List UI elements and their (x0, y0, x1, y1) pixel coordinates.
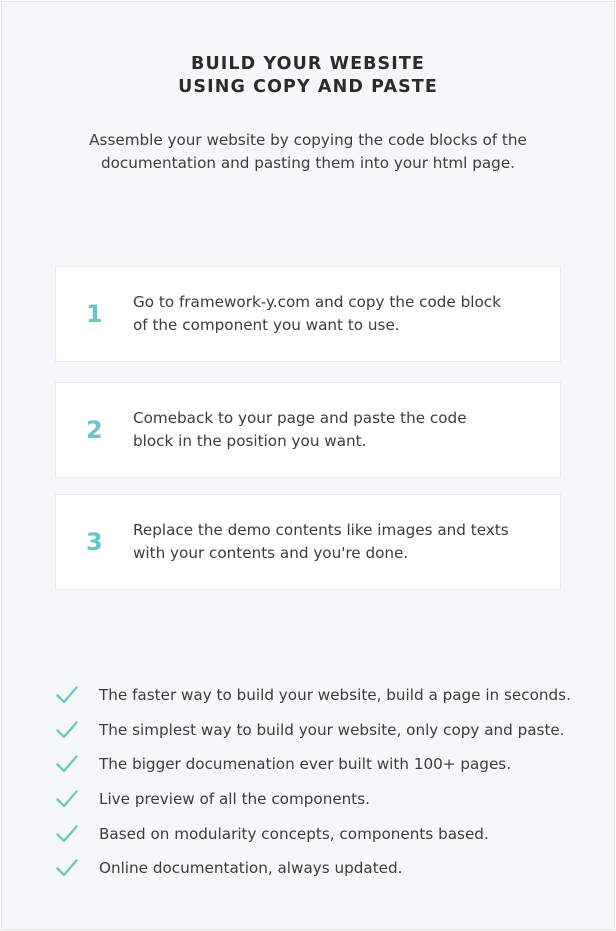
check-icon (56, 859, 78, 877)
step-number: 3 (86, 528, 103, 556)
benefit-item (55, 788, 595, 814)
benefit-text: Online documentation, always updated. (99, 859, 403, 877)
intro-text-line-1: Assemble your website by copying the code blocks of the (89, 131, 527, 149)
check-icon (56, 825, 78, 843)
step-text-line-2: block in the position you want. (133, 432, 367, 450)
benefit-text: Live preview of all the components. (99, 790, 370, 808)
step-number: 1 (86, 300, 103, 328)
benefit-text: Based on modularity concepts, components based. (99, 825, 489, 843)
benefit-item (55, 753, 595, 779)
benefit-item (55, 719, 595, 745)
check-icon (56, 755, 78, 773)
benefit-item (55, 857, 595, 883)
step-card-2 (55, 382, 561, 478)
check-icon (56, 790, 78, 808)
step-card-1 (55, 266, 561, 362)
page-panel (1, 1, 615, 930)
benefit-text: The faster way to build your website, build a page in seconds. (99, 686, 571, 704)
benefit-item (55, 684, 595, 710)
step-text-line-2: with your contents and you're done. (133, 544, 409, 562)
check-icon (56, 721, 78, 739)
step-number: 2 (86, 416, 103, 444)
benefit-item (55, 823, 595, 849)
page-title-line-1: BUILD YOUR WEBSITE (191, 54, 425, 74)
step-text-line-1: Go to framework-y.com and copy the code block (133, 293, 501, 311)
step-text-line-2: of the component you want to use. (133, 316, 400, 334)
page-title-line-2: USING COPY AND PASTE (178, 77, 438, 97)
benefit-text: The bigger documenation ever built with 100+ pages. (99, 755, 512, 773)
check-icon (56, 686, 78, 704)
step-text-line-1: Replace the demo contents like images and texts (133, 521, 509, 539)
intro-text-line-2: documentation and pasting them into your html page. (100, 154, 515, 172)
step-card-3 (55, 494, 561, 590)
step-text-line-1: Comeback to your page and paste the code (133, 409, 467, 427)
benefit-text: The simplest way to build your website, only copy and paste. (99, 721, 565, 739)
